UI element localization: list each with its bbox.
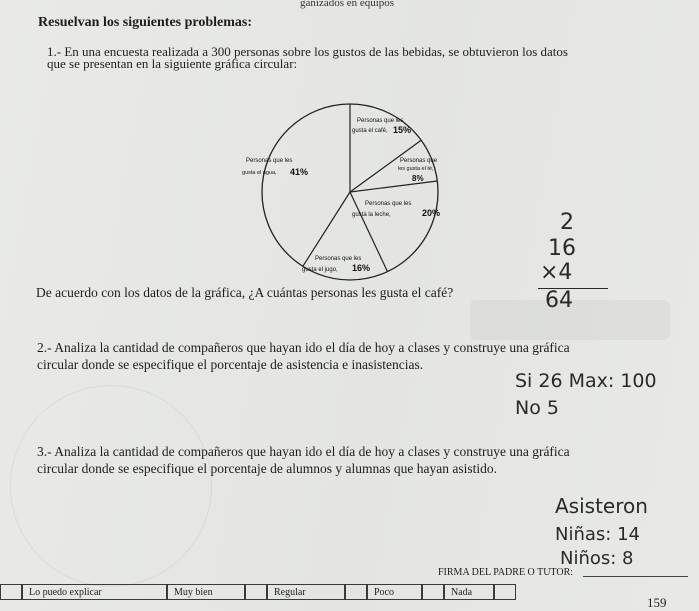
rubric-checkbox-explain[interactable] [0,584,22,600]
pie-chart [240,100,480,290]
handwritten-asistieron: Asisteron [555,494,648,518]
question3-line2: circular donde se especifique el porcentaje de alumnos y alumnas que hayan asistido. [37,461,497,476]
handwritten-no-count: No 5 [515,397,559,419]
slice-label-milk [352,201,440,218]
slice-label-tea-mid: les gusta el té, [398,166,434,172]
slice-label-milk-top: Personas que les [365,201,412,207]
slice-percent-water: 41% [290,167,309,177]
slice-percent-juice: 16% [352,263,371,273]
rubric-label-regular: Regular [267,584,345,600]
question3-line1: 3.- Analiza la cantidad de compañeros que hayan ido el día de hoy a clases y construye una gráfica [37,444,570,459]
slice-label-water-top: Personas que les [246,158,293,164]
signature-line [583,576,688,577]
rubric-checkbox-poco[interactable] [422,584,444,600]
slice-label-water-bottom: gusta el agua, [242,170,277,176]
slice-label-juice [302,256,370,273]
self-assessment-rubric [0,584,516,604]
slice-label-coffee-top: Personas que les [357,118,404,124]
rubric-label-explain: Lo puedo explicar [22,584,167,600]
handwritten-calc-16: 16 [548,236,576,261]
rubric-label-muy-bien: Muy bien [167,584,245,600]
question1-line2: que se presentan en la siguiente gráfica circular: [47,56,298,71]
slice-label-juice-top: Personas que les [315,256,362,262]
handwritten-ninas: Niñas: 14 [555,524,640,545]
rubric-checkbox-regular[interactable] [345,584,367,600]
handwritten-calc-2: 2 [560,210,574,235]
slice-label-tea-top: Personas que [400,158,438,164]
slice-label-water [242,158,308,177]
rubric-label-poco: Poco [367,584,422,600]
question1-prompt: De acuerdo con los datos de la gráfica, ¿A cuántas personas les gusta el café? [36,285,454,300]
slice-label-juice-bottom: gusta el jugo, [302,267,338,273]
signature-label: FIRMA DEL PADRE O TUTOR: [438,567,574,578]
slice-label-milk-bottom: gusta la leche, [352,212,391,218]
slice-label-coffee-bottom: gusta el café, [352,128,388,134]
slice-percent-tea: 8% [412,174,424,183]
rubric-label-nada: Nada [444,584,494,600]
rubric-checkbox-muy-bien[interactable] [245,584,267,600]
question2-line1: 2.- Analiza la cantidad de compañeros que hayan ido el día de hoy a clases y construye una gráfica [37,340,570,355]
rubric-checkbox-nada[interactable] [494,584,516,600]
bleed-through-circle [10,385,212,587]
cut-off-header-text: ganizados en equipos [300,0,395,9]
worksheet-heading: Resuelvan los siguientes problemas: [38,15,253,30]
question2-line2: circular donde se especifique el porcentaje de asistencia e inasistencias. [37,357,424,372]
slice-percent-milk: 20% [422,208,441,218]
page-number: 159 [647,595,667,610]
question1-line1: 1.- En una encuesta realizada a 300 personas sobre los gustos de las bebidas, se obtuvieron los datos [47,44,568,59]
slice-percent-coffee: 15% [393,125,412,135]
slice-label-tea [398,158,438,183]
slice-label-coffee [352,118,411,135]
handwritten-ninos: Niños: 8 [560,548,634,569]
handwritten-si-count: Si 26 Max: 100 [515,370,657,392]
handwritten-calc-x4: ×4 [540,260,573,285]
handwritten-calc-result: 64 [545,288,573,313]
